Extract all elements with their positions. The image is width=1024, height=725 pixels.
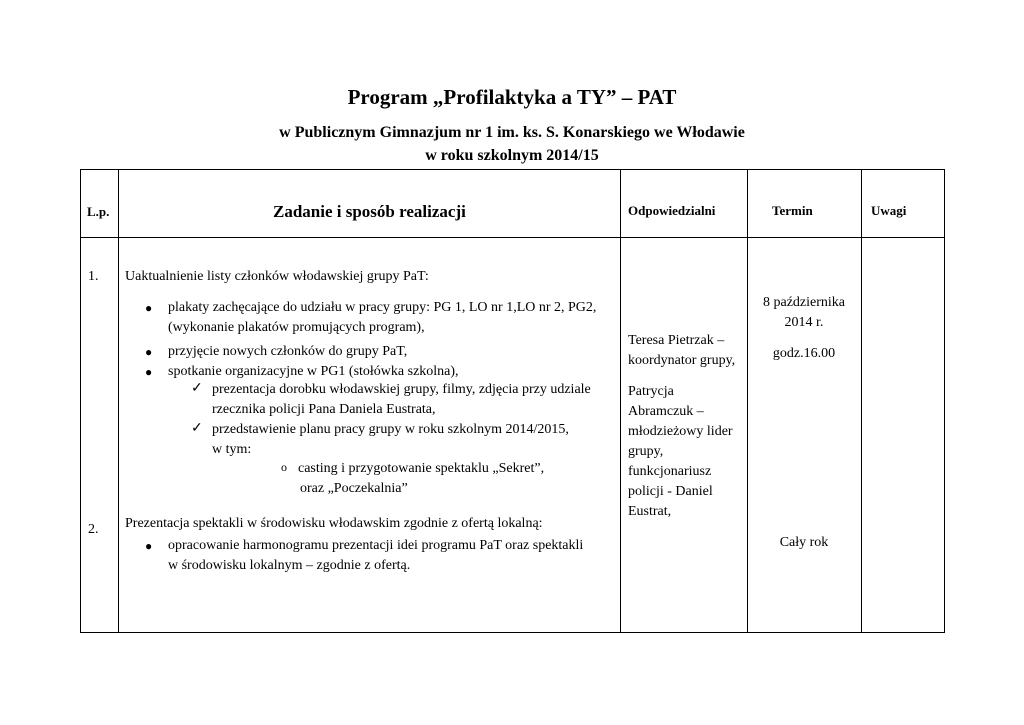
- row1-sub-line1: casting i przygotowanie spektaklu „Sekret”,: [298, 461, 545, 476]
- resp-line: młodzieżowy lider: [628, 424, 733, 439]
- row2-bullet1-line1: opracowanie harmonogramu prezentacji idei programu PaT oraz spektakli: [168, 538, 584, 553]
- bullet-icon: ●: [145, 539, 153, 553]
- column-divider: [861, 170, 862, 632]
- header-termin: Termin: [772, 203, 813, 218]
- row1-heading: Uaktualnienie listy członków włodawskiej grupy PaT:: [125, 269, 429, 284]
- circle-bullet-icon: o: [281, 460, 287, 474]
- row1-bullet1-line1: plakaty zachęcające do udziału w pracy grupy: PG 1, LO nr 1,LO nr 2, PG2,: [168, 300, 597, 315]
- termin-time: godz.16.00: [772, 346, 836, 361]
- resp-line: grupy,: [628, 444, 664, 459]
- row2-termin: Cały rok: [779, 535, 829, 550]
- header-odpowiedzialni: Odpowiedzialni: [628, 203, 716, 218]
- header-divider: [81, 237, 944, 238]
- row1-check1-line1: prezentacja dorobku włodawskiej grupy, filmy, zdjęcia przy udziale: [212, 382, 591, 397]
- resp-line: Patrycja: [628, 384, 674, 399]
- row1-check1-line2: rzecznika policji Pana Daniela Eustrata,: [212, 402, 436, 417]
- row1-lp: 1.: [88, 269, 99, 284]
- header-zadanie: Zadanie i sposób realizacji: [273, 202, 466, 221]
- resp-line: funkcjonariusz: [628, 464, 712, 479]
- bullet-icon: ●: [145, 365, 153, 379]
- program-table: [80, 169, 945, 633]
- row1-check2-line2: w tym:: [212, 442, 252, 457]
- document-subtitle-year: w roku szkolnym 2014/15: [425, 147, 599, 164]
- bullet-icon: ●: [145, 345, 153, 359]
- row1-bullet3: spotkanie organizacyjne w PG1 (stołówka szkolna),: [168, 364, 459, 379]
- row1-bullet2: przyjęcie nowych członków do grupy PaT,: [168, 344, 408, 359]
- header-lp: L.p.: [87, 204, 110, 219]
- termin-date: 8 października: [762, 295, 845, 310]
- checkmark-icon: ✓: [191, 381, 203, 396]
- termin-year: 2014 r.: [784, 315, 824, 330]
- row2-lp: 2.: [88, 522, 99, 537]
- header-uwagi: Uwagi: [871, 203, 907, 218]
- resp-line: koordynator grupy,: [628, 353, 736, 368]
- column-divider: [747, 170, 748, 632]
- resp-line: Abramczuk –: [628, 404, 704, 419]
- row2-bullet1-line2: w środowisku lokalnym – zgodnie z ofertą.: [168, 558, 411, 573]
- row1-sub-line2: oraz „Poczekalnia”: [300, 481, 408, 496]
- column-divider: [118, 170, 119, 632]
- document-subtitle-school: w Publicznym Gimnazjum nr 1 im. ks. S. Konarskiego we Włodawie: [279, 124, 745, 141]
- row1-bullet1-line2: (wykonanie plakatów promujących program),: [168, 320, 425, 335]
- column-divider: [620, 170, 621, 632]
- resp-line: Eustrat,: [628, 504, 672, 519]
- resp-line: policji - Daniel: [628, 484, 713, 499]
- resp-line: Teresa Pietrzak –: [628, 333, 725, 348]
- bullet-icon: ●: [145, 301, 153, 315]
- document-title: Program „Profilaktyka a TY” – PAT: [347, 85, 677, 109]
- checkmark-icon: ✓: [191, 421, 203, 436]
- row2-heading: Prezentacja spektakli w środowisku włodawskim zgodnie z ofertą lokalną:: [125, 516, 543, 531]
- row1-check2-line1: przedstawienie planu pracy grupy w roku szkolnym 2014/2015,: [212, 422, 569, 437]
